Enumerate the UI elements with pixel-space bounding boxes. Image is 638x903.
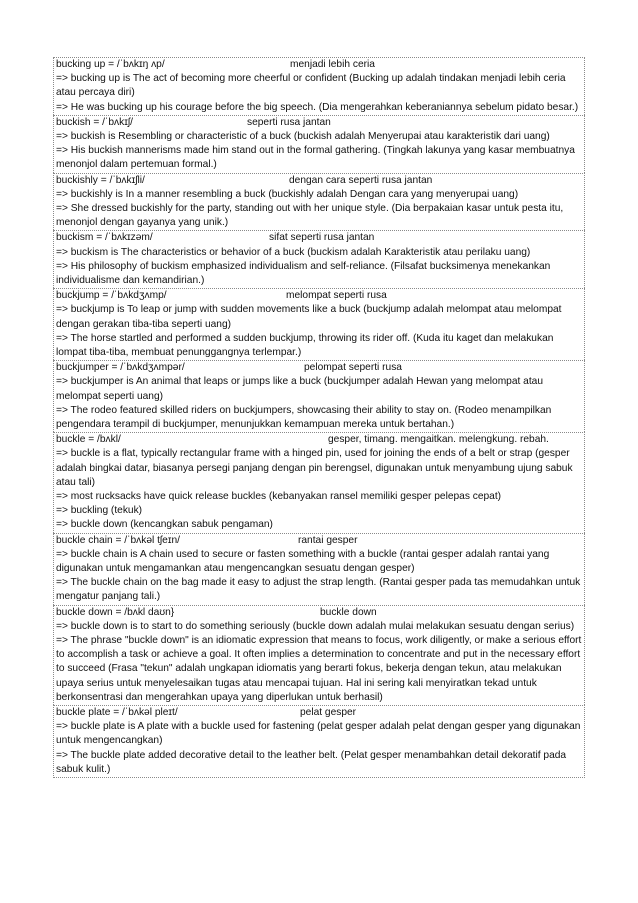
related-form-line: => buckle down (kencangkan sabuk pengaman) bbox=[56, 519, 273, 531]
definition-line: => buckism is The characteristics or behavior of a buck (buckism adalah Karakteristik atau perilaku uang) bbox=[56, 246, 531, 258]
example-line: => The buckle chain on the bag made it easy to adjust the strap length. (Rantai gesper pada tas memudahkan untuk mengatur panjang tali.) bbox=[56, 577, 581, 603]
entry-buckjump bbox=[53, 288, 585, 360]
entry-header bbox=[56, 231, 583, 245]
translation: sifat seperti rusa jantan bbox=[269, 232, 375, 244]
translation: gesper, timang. mengaitkan. melengkung. rebah. bbox=[328, 434, 549, 446]
entry-buckishly bbox=[53, 173, 585, 231]
translation: pelat gesper bbox=[300, 707, 357, 718]
translation: menjadi lebih ceria bbox=[290, 59, 375, 70]
translation: dengan cara seperti rusa jantan bbox=[289, 174, 433, 186]
entry-header bbox=[56, 174, 583, 188]
entry-header bbox=[56, 606, 583, 620]
headword: bucking up = /ˈbʌkɪŋ ʌp/ bbox=[56, 59, 165, 70]
headword: buckjumper = /ˈbʌkdʒʌmpər/ bbox=[56, 362, 185, 374]
headword: buckle down = /bʌkl daʊn} bbox=[56, 606, 175, 618]
headword: buckish = /ˈbʌkɪʃ/ bbox=[56, 116, 133, 128]
definition-line: => buckle is a flat, typically rectangular frame with a hinged pin, used for joining the ends of a belt or strap (gesper adalah bingkai datar, biasanya persegi panjang dengan pin berengsel, digunakan untuk menyambung ujung sabuk atau tali) bbox=[56, 448, 573, 488]
entry-header bbox=[56, 706, 583, 720]
headword: buckishly = /ˈbʌkɪʃli/ bbox=[56, 174, 145, 186]
entry-bucking-up bbox=[53, 57, 585, 115]
definition-line: => buckjump is To leap or jump with sudden movements like a buck (buckjump adalah melompat atau melompat dengan gerakan tiba-tiba seperti uang) bbox=[56, 304, 562, 330]
example-line: => most rucksacks have quick release buckles (kebanyakan ransel memiliki gesper pelepas cepat) bbox=[56, 490, 502, 502]
entry-buckjumper bbox=[53, 360, 585, 432]
translation: rantai gesper bbox=[298, 534, 358, 546]
entry-header bbox=[56, 58, 583, 72]
headword: buckism = /ˈbʌkɪzəm/ bbox=[56, 232, 153, 244]
entry-header bbox=[56, 433, 583, 447]
entry-buckism bbox=[53, 230, 585, 288]
definition-line: => buckishly is In a manner resembling a buck (buckishly adalah Dengan cara yang menyerupai uang) bbox=[56, 188, 519, 200]
definition-line: => buckle down is to start to do something seriously (buckle down adalah mulai melakukan sesuatu dengan serius) bbox=[56, 620, 575, 632]
headword: buckle = /bʌkl/ bbox=[56, 434, 121, 446]
entry-buckle-plate bbox=[53, 705, 585, 778]
headword: buckjump = /ˈbʌkdʒʌmp/ bbox=[56, 290, 167, 302]
example-line: => The rodeo featured skilled riders on buckjumpers, showcasing their ability to stay on. (Rodeo menampilkan pengendara terampil di buckjumper, menunjukkan kemampuan mereka untuk bertahan.) bbox=[56, 404, 552, 430]
example-line: => She dressed buckishly for the party, standing out with her unique style. (Dia berpakaian kasar untuk pesta itu, menonjol dengan gayanya yang unik.) bbox=[56, 202, 564, 229]
headword: buckle chain = /ˈbʌkəl tʃeɪn/ bbox=[56, 534, 180, 546]
entry-buckle bbox=[53, 432, 585, 532]
entry-buckle-down bbox=[53, 605, 585, 705]
translation: pelompat seperti rusa bbox=[304, 362, 402, 374]
related-form-line: => buckling (tekuk) bbox=[56, 505, 143, 517]
entry-header bbox=[56, 534, 583, 548]
definition-line: => bucking up is The act of becoming more cheerful or confident (Bucking up adalah tindakan menjadi lebih ceria atau percaya diri) bbox=[56, 73, 566, 99]
entry-header bbox=[56, 361, 583, 375]
example-line: => He was bucking up his courage before the big speech. (Dia mengerahkan keberaniannya sebelum pidato besar.) bbox=[56, 101, 579, 113]
entry-buckish bbox=[53, 115, 585, 173]
translation: buckle down bbox=[320, 606, 377, 618]
definition-line: => buckle chain is A chain used to secure or fasten something with a buckle (rantai gesper adalah rantai yang digunakan untuk mengamankan atau mengencangkan sesuatu dengan gesper) bbox=[56, 548, 550, 574]
dictionary-page bbox=[53, 57, 585, 778]
definition-line: => buckjumper is An animal that leaps or jumps like a buck (buckjumper adalah Hewan yang melompat atau melompat seperti uang) bbox=[56, 376, 543, 402]
definition-line: => buckish is Resembling or characteristic of a buck (buckish adalah Menyerupai atau karakteristik dari uang) bbox=[56, 130, 550, 142]
example-line: => The horse startled and performed a sudden buckjump, throwing its rider off. (Kuda itu kaget dan melakukan lompat tiba-tiba, membuat penunggangnya terlempar.) bbox=[56, 332, 554, 358]
definition-line: => buckle plate is A plate with a buckle used for fastening (pelat gesper adalah pelat dengan gesper yang digunakan untuk mengencangkan) bbox=[56, 721, 581, 747]
entry-header bbox=[56, 289, 583, 303]
example-line: => His buckish mannerisms made him stand out in the formal gathering. (Tingkah lakunya yang kasar membuatnya menonjol dalam pertemuan formal.) bbox=[56, 145, 575, 171]
example-line: => His philosophy of buckism emphasized individualism and self-reliance. (Filsafat bucksimenya menekankan individualisme dan kemandirian.) bbox=[56, 260, 551, 286]
entry-buckle-chain bbox=[53, 533, 585, 605]
example-line: => The phrase "buckle down" is an idiomatic expression that means to focus, work diligently, or make a serious effort to accomplish a task or achieve a goal. It often implies a determination to concentrate and put in the necessary effort to succeed (Frasa "tekun" adalah ungkapan idiomatis yang berarti fokus, bekerja dengan tekun, atau melakukan upaya serius untuk menyelesaikan tugas atau mencapai tujuan. Hal ini sering kali menyiratkan tekad untuk berkonsentrasi dan mengerahkan upaya yang diperlukan untuk berhasil) bbox=[56, 634, 582, 703]
translation: melompat seperti rusa bbox=[286, 290, 387, 302]
headword: buckle plate = /ˈbʌkəl pleɪt/ bbox=[56, 707, 178, 718]
example-line: => The buckle plate added decorative detail to the leather belt. (Pelat gesper menambahkan detail dekoratif pada sabuk kulit.) bbox=[56, 749, 567, 775]
translation: seperti rusa jantan bbox=[247, 116, 331, 128]
entry-header bbox=[56, 116, 583, 130]
